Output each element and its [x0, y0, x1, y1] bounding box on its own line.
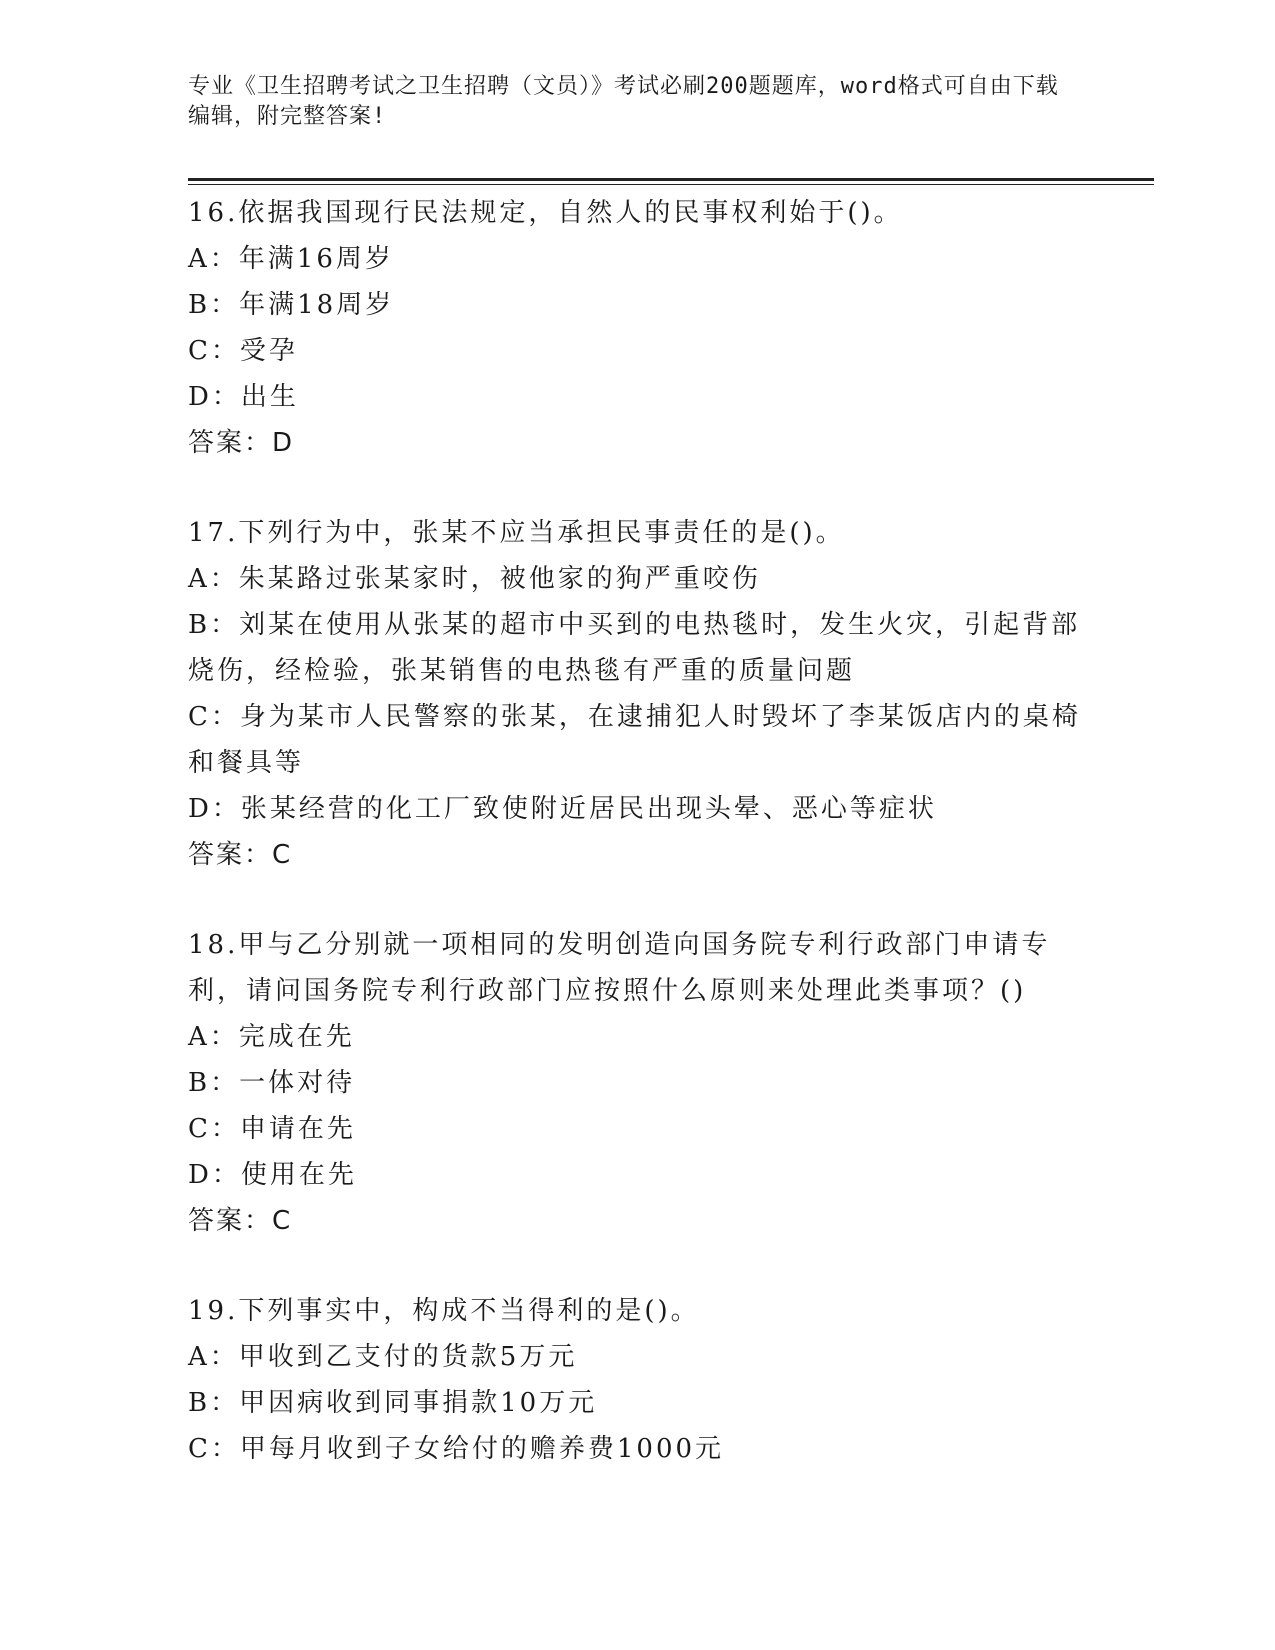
header-divider-thick [188, 178, 1154, 181]
option-c: C：甲每月收到子女给付的赡养费1000元 [188, 1434, 725, 1464]
option-d: D：出生 [188, 382, 299, 412]
question-19 [188, 1288, 1088, 1472]
question-18 [188, 922, 1088, 1244]
question-stem: 18.甲与乙分别就一项相同的发明创造向国务院专利行政部门申请专利，请问国务院专利行政部门应按照什么原则来处理此类事项？() [188, 930, 1051, 1006]
question-stem: 19.下列事实中，构成不当得利的是()。 [188, 1296, 700, 1326]
answer-label: 答案：D [188, 428, 295, 458]
option-a: A：朱某路过张某家时，被他家的狗严重咬伤 [188, 564, 761, 594]
option-a: A：甲收到乙支付的货款5万元 [188, 1342, 578, 1372]
option-c: C：受孕 [188, 336, 298, 366]
answer-label: 答案：C [188, 840, 293, 870]
option-c: C：身为某市人民警察的张某，在逮捕犯人时毁坏了李某饭店内的桌椅和餐具等 [188, 702, 1081, 778]
question-list [188, 190, 1088, 1516]
answer-label: 答案：C [188, 1206, 293, 1236]
document-header: 专业《卫生招聘考试之卫生招聘（文员）》考试必刷200题题库，word格式可自由下载编辑，附完整答案! [188, 74, 1059, 129]
option-b: B：甲因病收到同事捐款10万元 [188, 1388, 598, 1418]
question-stem: 16.依据我国现行民法规定，自然人的民事权利始于()。 [188, 198, 903, 228]
option-a: A：完成在先 [188, 1022, 355, 1052]
option-b: B：一体对待 [188, 1068, 356, 1098]
option-b: B：年满18周岁 [188, 290, 395, 320]
option-a: A：年满16周岁 [188, 244, 394, 274]
option-d: D：张某经营的化工厂致使附近居民出现头晕、恶心等症状 [188, 794, 937, 824]
question-16 [188, 190, 1088, 466]
option-b: B：刘某在使用从张某的超市中买到的电热毯时，发生火灾，引起背部烧伤，经检验，张某销售的电热毯有严重的质量问题 [188, 610, 1081, 686]
question-stem: 17.下列行为中，张某不应当承担民事责任的是()。 [188, 518, 845, 548]
question-17 [188, 510, 1088, 878]
header-divider-thin [188, 184, 1154, 185]
option-c: C：申请在先 [188, 1114, 356, 1144]
option-d: D：使用在先 [188, 1160, 357, 1190]
